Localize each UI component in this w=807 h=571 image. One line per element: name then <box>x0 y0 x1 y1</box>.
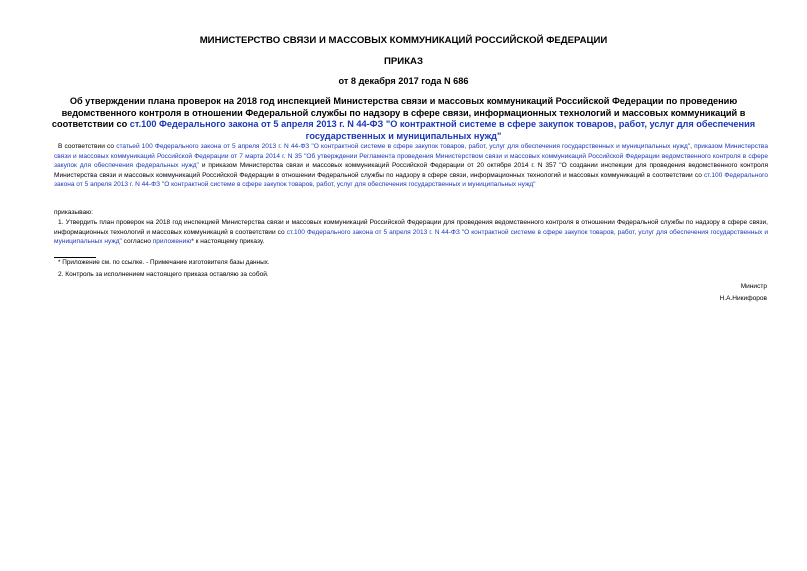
footnote: * Приложение см. по ссылке. - Примечание изготовителя базы данных. <box>58 259 270 266</box>
signatory-name: Н.А.Никифоров <box>719 295 767 302</box>
signatory-position: Министр <box>740 283 767 290</box>
item-1-text-3: * к настоящему приказу. <box>191 238 265 246</box>
document-subject <box>40 96 767 142</box>
subject-text: Об утверждении плана проверок на 2018 год инспекцией Министерства связи и массовых коммуникаций Российской Федерации по проведению ведомственного контроля в отношении Федеральной службы по надзору в сфере связи, информационных технологий и массовых коммуникаций в соответствии со <box>51 96 746 129</box>
footnote-divider <box>54 257 96 258</box>
preamble-paragraph <box>54 142 768 190</box>
order-35-link[interactable]: приказом Министерства связи и массовых коммуникаций Российской Федерации от 7 марта 2014 г. N 35 "Об утверждении Регламента проведения Министерством связи и массовых коммуникаций Российской Федерации ведомственного контроля в сфере закупок для обеспечения федеральных нужд" <box>54 143 768 170</box>
appendix-link[interactable]: приложению <box>152 238 192 246</box>
preamble-text-3: и приказом Министерства связи и массовых коммуникаций Российской Федерации от 20 октября 2014 г. N 357 "О создании инспекции для проведения ведомственного контроля Министерства связи и массовых коммуникаций Российской Федерации в отношении Федеральной службы по надзору в сфере связи, информационных технологий и массовых коммуникаций в соответствии со <box>54 162 768 179</box>
document-date: от 8 декабря 2017 года N 686 <box>338 76 469 86</box>
item-1-text-2: согласно <box>121 238 153 246</box>
preamble-text-1: В соответствии со <box>58 143 117 150</box>
preamble-text-2: , <box>690 143 695 150</box>
article-100-link-2[interactable]: ст.100 Федерального закона от 5 апреля 2013 г. N 44-ФЗ "О контрактной системе в сфере закупок товаров, работ, услуг для обеспечения государственных и муниципальных нужд" <box>54 171 768 189</box>
item-2-paragraph: 2. Контроль за исполнением настоящего приказа оставляю за собой. <box>58 271 269 278</box>
item-1-paragraph <box>54 218 768 247</box>
ministry-name: МИНИСТЕРСТВО СВЯЗИ И МАССОВЫХ КОММУНИКАЦИЙ РОССИЙСКОЙ ФЕДЕРАЦИИ <box>199 35 608 46</box>
item-1-text-1: 1. Утвердить план проверок на 2018 год инспекцией Министерства связи и массовых коммуникаций Российской Федерации для проведения ведомственного контроля в отношении Федеральной службы по надзору в сфере связи, информационных технологий и массовых коммуникаций в соответствии со <box>54 219 768 236</box>
ordered-word: приказываю: <box>54 209 93 216</box>
item-1-law-link[interactable]: ст.100 Федерального закона от 5 апреля 2013 г. N 44-ФЗ "О контрактной системе в сфере закупок товаров, работ, услуг для обеспечения государственных и муниципальных нужд" <box>54 228 768 246</box>
document-type: ПРИКАЗ <box>384 56 423 67</box>
subject-law-link[interactable]: ст.100 Федерального закона от 5 апреля 2013 г. N 44-ФЗ "О контрактной системе в сфере закупок товаров, работ, услуг для обеспечения государственных и муниципальных нужд" <box>129 119 756 141</box>
article-100-link[interactable]: статьей 100 Федерального закона от 5 апреля 2013 г. N 44-ФЗ "О контрактной системе в сфере закупок товаров, работ, услуг для обеспечения государственных и муниципальных нужд" <box>116 143 691 150</box>
